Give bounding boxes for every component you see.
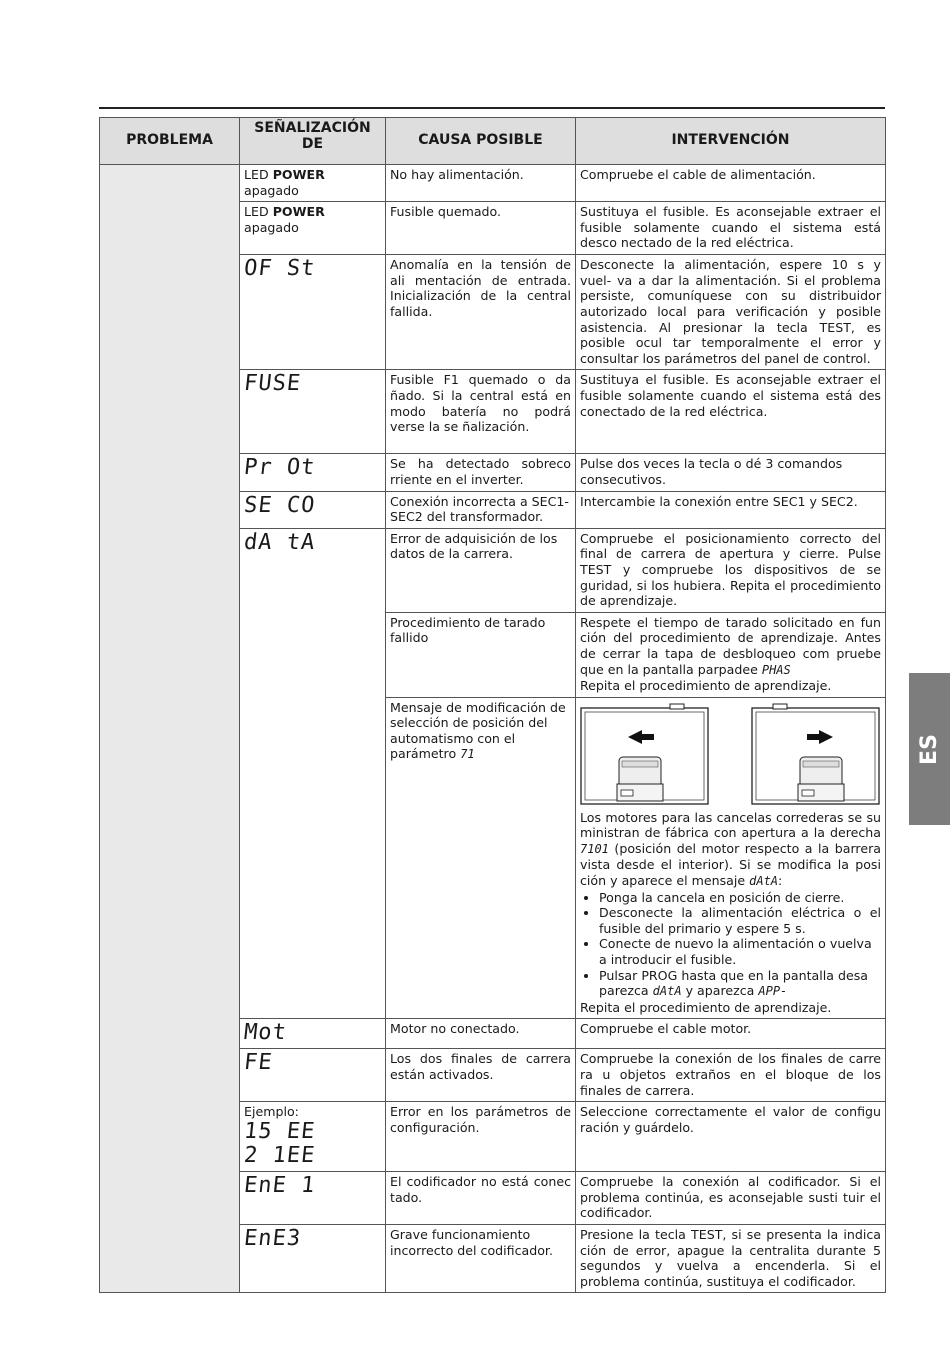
intervencion-cell: Compruebe la conexión de los finales de carre ra u objetos extraños en el bloque de los finales de carrera. xyxy=(576,1049,886,1102)
header-intervencion: INTERVENCIÓN xyxy=(576,118,886,165)
causa-cell: No hay alimentación. xyxy=(386,165,576,202)
language-tab: ES xyxy=(909,673,950,825)
signal-cell xyxy=(240,528,386,1019)
signal-cell: LED POWER apagado xyxy=(240,202,386,255)
top-rule xyxy=(99,107,885,109)
example-label: Ejemplo: xyxy=(244,1104,299,1120)
troubleshooting-table xyxy=(99,117,886,1293)
gate-figures xyxy=(580,702,881,806)
header-row xyxy=(100,118,886,165)
intervencion-cell: Pulse dos veces la tecla o dé 3 comandos consecutivos. xyxy=(576,454,886,491)
intervencion-cell: Respete el tiempo de tarado solicitado en fun ción del procedimiento de aprendizaje. Antes de cerrar la tapa de desbloqueo com pruebe que en la pantalla parpadee PHAS Repita el procedimiento de aprendizaje. xyxy=(576,612,886,697)
display-code: FUSE xyxy=(242,371,303,397)
signal-cell xyxy=(240,1019,386,1049)
causa-cell: Error en los parámetros de configuración. xyxy=(386,1102,576,1172)
outro-text: Repita el procedimiento de aprendizaje. xyxy=(580,999,832,1015)
signal-cell xyxy=(240,1172,386,1225)
list-item: • Pulsar PROG hasta que en la pantalla desa parezca dAtA y aparezca APP- xyxy=(599,968,881,1000)
causa-cell: Fusible F1 quemado o da ñado. Si la central está en modo batería no podrá verse la se ñalización. xyxy=(386,370,576,454)
causa-cell: Anomalía en la tensión de ali mentación de entrada. Inicialización de la central fallida. xyxy=(386,255,576,370)
signal-cell xyxy=(240,1225,386,1293)
display-code: FE xyxy=(242,1050,274,1076)
display-code: Mot xyxy=(242,1020,289,1046)
signal-cell xyxy=(240,1049,386,1102)
causa-cell: Grave funcionamiento incorrecto del codificador. xyxy=(386,1225,576,1293)
intervencion-cell: Sustituya el fusible. Es aconsejable extraer el fusible solamente cuando el sistema está desco nectado de la red eléctrica. xyxy=(576,202,886,255)
intervencion-cell: Seleccione correctamente el valor de configu ración y guárdelo. xyxy=(576,1102,886,1172)
display-code-inline: PHAS xyxy=(761,662,791,677)
causa-cell: El codificador no está conec tado. xyxy=(386,1172,576,1225)
gate-motor-left-figure xyxy=(580,702,710,806)
intro-text: Los motores para las cancelas correderas se su ministran de fábrica con apertura a la derecha 7101 (posición del motor respecto a la barrera vista desde el interior). Si se modifica la posi ción y aparece el mensaje dAtA: xyxy=(580,809,881,889)
causa-cell: Fusible quemado. xyxy=(386,202,576,255)
intervencion-cell xyxy=(576,697,886,1019)
display-code: 2 1EE xyxy=(242,1143,317,1168)
display-code: dA tA xyxy=(242,529,317,555)
display-code-inline: 71 xyxy=(460,747,475,762)
display-code: EnE3 xyxy=(242,1226,303,1251)
display-code: EnE 1 xyxy=(242,1173,317,1198)
causa-cell: Se ha detectado sobreco rriente en el inverter. xyxy=(386,454,576,491)
list-item: • Ponga la cancela en posición de cierre. xyxy=(599,890,881,906)
intervencion-cell: Desconecte la alimentación, espere 10 s y vuel- va a dar la alimentación. Si el problema persiste, comuníquese con su distribuidor autorizado local para verificación y posible asistencia. Al presionar la tecla TEST, es posible ocul tar temporalmente el error y consultar los parámetros del panel de control. xyxy=(576,255,886,370)
causa-cell: Motor no conectado. xyxy=(386,1019,576,1049)
causa-cell: Mensaje de modificación de selección de posición del automatismo con el parámetro 71 xyxy=(386,697,576,1019)
header-problema: PROBLEMA xyxy=(100,118,240,165)
causa-cell: Procedimiento de tarado fallido xyxy=(386,612,576,697)
intervencion-cell: Sustituya el fusible. Es aconsejable extraer el fusible solamente cuando el sistema está des conectado de la red eléctrica. xyxy=(576,370,886,454)
display-code: OF St xyxy=(242,256,317,282)
table-row xyxy=(100,165,886,202)
intervencion-cell: Compruebe el posicionamiento correcto del final de carrera de apertura y cierre. Pulse TEST y compruebe los dispositivos de se guridad, si los hubiera. Repita el procedimiento de aprendizaje. xyxy=(576,528,886,612)
intervencion-cell: Compruebe la conexión al codificador. Si el problema continúa, es aconsejable susti tuir el codificador. xyxy=(576,1172,886,1225)
problema-cell xyxy=(100,165,240,1293)
causa-cell: Conexión incorrecta a SEC1- SEC2 del transformador. xyxy=(386,491,576,528)
causa-cell: Error de adquisición de los datos de la carrera. xyxy=(386,528,576,612)
intervencion-cell: Presione la tecla TEST, si se presenta la indica ción de error, apague la centralita durante 5 segundos y vuelva a encenderla. Si el problema continúa, sustituya el codificador. xyxy=(576,1225,886,1293)
signal-cell xyxy=(240,255,386,370)
signal-cell: LED POWER apagado xyxy=(240,165,386,202)
display-code: 15 EE xyxy=(242,1119,317,1144)
list-item: • Desconecte la alimentación eléctrica o el fusible del primario y espere 5 s. xyxy=(599,905,881,936)
intervencion-cell: Compruebe el cable motor. xyxy=(576,1019,886,1049)
display-code: Pr Ot xyxy=(242,455,317,481)
signal-cell xyxy=(240,370,386,454)
causa-cell: Los dos finales de carrera están activados. xyxy=(386,1049,576,1102)
procedure-list xyxy=(580,890,881,1000)
signal-cell xyxy=(240,1102,386,1172)
gate-motor-right-figure xyxy=(751,702,881,806)
signal-cell xyxy=(240,491,386,528)
header-senalizacion: SEÑALIZACIÓN DE xyxy=(240,118,386,165)
intervencion-cell: Intercambie la conexión entre SEC1 y SEC2. xyxy=(576,491,886,528)
header-causa: CAUSA POSIBLE xyxy=(386,118,576,165)
list-item: • Conecte de nuevo la alimentación o vuelva a introducir el fusible. xyxy=(599,936,881,967)
display-code: SE CO xyxy=(242,492,317,518)
intervencion-cell: Compruebe el cable de alimentación. xyxy=(576,165,886,202)
signal-cell xyxy=(240,454,386,491)
